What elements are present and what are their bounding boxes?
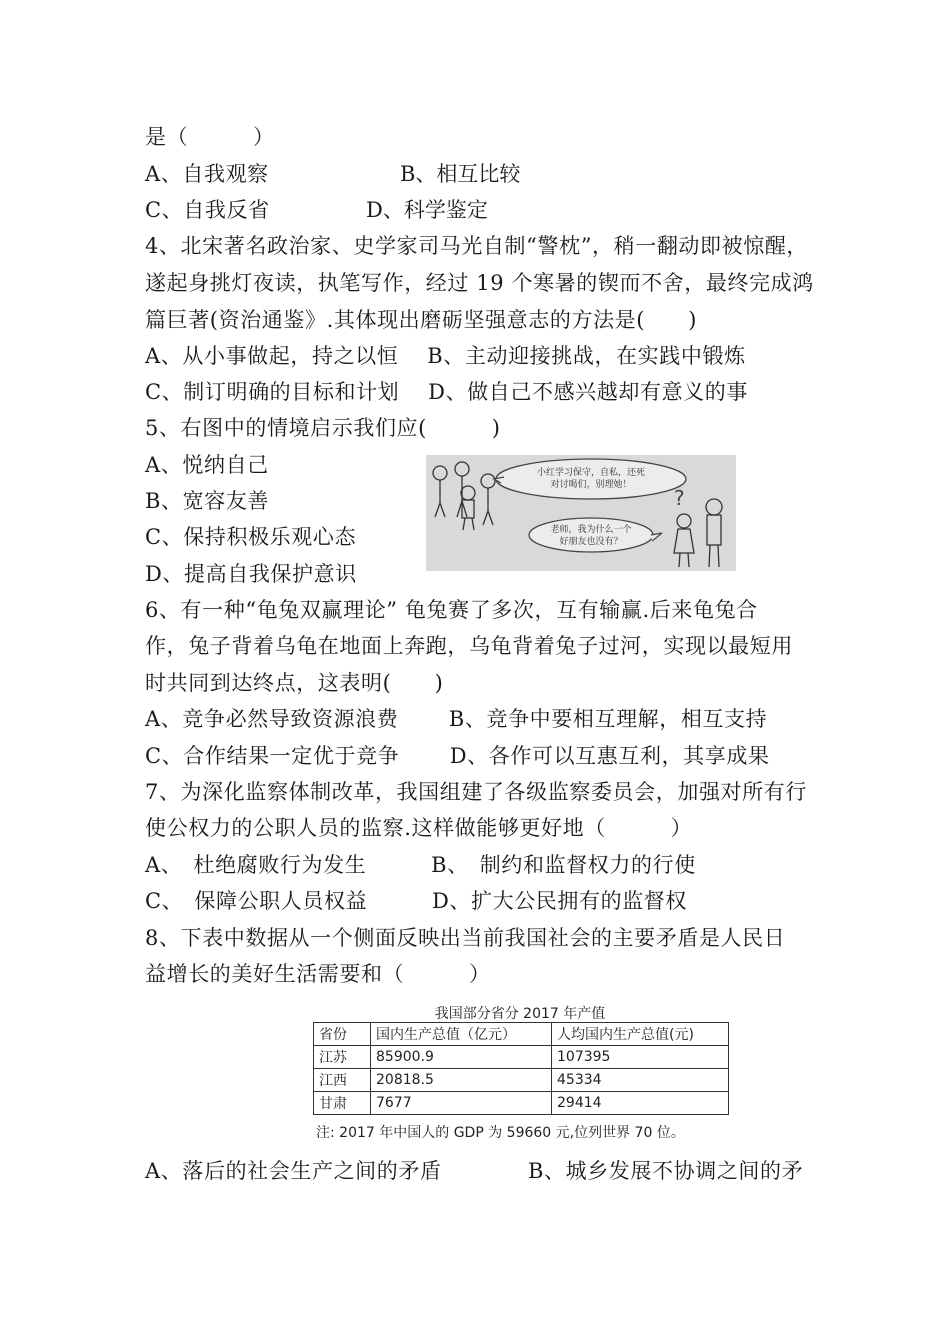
q8-options-ab: A、落后的社会生产之间的矛盾 B、城乡发展不协调之间的矛 <box>145 1159 804 1183</box>
cartoon-bubble-top-line-1: 小红学习保守，自私，还死 <box>536 468 646 478</box>
table-cell: 20818.5 <box>371 1069 552 1092</box>
table-note: 注: 2017 年中国人的 GDP 为 59660 元,位列世界 70 位。 <box>316 1125 685 1141</box>
table-cell: 江苏 <box>314 1046 371 1069</box>
q8-stem-line-1: 8、下表中数据从一个侧面反映出当前我国社会的主要矛盾是人民日 <box>145 926 786 950</box>
gdp-table <box>313 1022 729 1115</box>
table-cell: 7677 <box>371 1092 552 1115</box>
q6-stem-line-1: 6、有一种“龟兔双赢理论” 龟兔赛了多次，互有输赢.后来龟兔合 <box>145 598 758 622</box>
q7-stem-line-1: 7、为深化监察体制改革，我国组建了各级监察委员会，加强对所有行 <box>145 780 807 804</box>
q7-stem-line-2: 使公权力的公职人员的监察.这样做能够更好地（ ） <box>145 816 693 840</box>
q6-options-ab: A、竞争必然导致资源浪费 B、竞争中要相互理解，相互支持 <box>145 707 768 731</box>
table-row <box>314 1069 729 1092</box>
table-cell: 甘肃 <box>314 1092 371 1115</box>
table-cell: 江西 <box>314 1069 371 1092</box>
q4-options-ab: A、从小事做起，持之以恒 B、主动迎接挑战，在实践中锻炼 <box>145 344 746 368</box>
q3-option-b: B、相互比较 <box>400 162 521 186</box>
q6-stem-line-2: 作，兔子背着乌龟在地面上奔跑，乌龟背着兔子过河，实现以最短用 <box>145 634 793 658</box>
q3-option-c: C、自我反省 <box>145 198 270 222</box>
q5-stem: 5、右图中的情境启示我们应( ) <box>145 416 501 440</box>
q3-option-a: A、自我观察 <box>145 162 269 186</box>
cartoon-illustration <box>426 455 736 571</box>
table-cell: 45334 <box>552 1069 729 1092</box>
table-header-gdp: 国内生产总值（亿元） <box>371 1023 552 1046</box>
cartoon-question-mark: ? <box>674 486 685 510</box>
q6-options-cd: C、合作结果一定优于竞争 D、各作可以互惠互利，其享成果 <box>145 744 770 768</box>
q3-option-d: D、科学鉴定 <box>366 198 488 222</box>
table-row <box>314 1046 729 1069</box>
table-cell: 29414 <box>552 1092 729 1115</box>
q3-stem-end: 是（ ） <box>145 125 275 149</box>
q4-stem-line-1: 4、北宋著名政治家、史学家司马光自制“警枕”，稍一翻动即被惊醒， <box>145 234 809 258</box>
q4-options-cd: C、制订明确的目标和计划 D、做自己不感兴越却有意义的事 <box>145 380 748 404</box>
table-header-row <box>314 1023 729 1046</box>
q4-stem-line-2: 遂起身挑灯夜读，执笔写作，经过 19 个寒暑的锲而不舍，最终完成鸿 <box>145 271 814 295</box>
q5-option-c: C、保持积极乐观心态 <box>145 525 357 549</box>
q8-stem-line-2: 益增长的美好生活需要和（ ） <box>145 962 491 986</box>
table-row <box>314 1092 729 1115</box>
table-header-province: 省份 <box>314 1023 371 1046</box>
q5-option-d: D、提高自我保护意识 <box>145 562 357 586</box>
table-caption: 我国部分省分 2017 年产值 <box>434 1006 606 1022</box>
q7-options-cd: C、 保障公职人员权益 D、扩大公民拥有的监督权 <box>145 889 688 913</box>
table-cell: 85900.9 <box>371 1046 552 1069</box>
cartoon-drawing <box>426 455 736 571</box>
q4-stem-line-3: 篇巨著(资治通鉴》.其体现出磨砺坚强意志的方法是( ) <box>145 308 698 332</box>
q5-option-b: B、宽容友善 <box>145 489 270 513</box>
table-header-gdp-per-capita: 人均国内生产总值(元) <box>552 1023 729 1046</box>
q6-stem-line-3: 时共同到达终点，这表明( ) <box>145 671 444 695</box>
q7-options-ab: A、 杜绝腐败行为发生 B、 制约和监督权力的行使 <box>145 853 696 877</box>
cartoon-bubble-top-line-2: 对讨喝们，别理她！ <box>550 480 632 490</box>
cartoon-bubble-bottom-line-2: 好朋友也没有？ <box>559 537 623 547</box>
cartoon-bubble-bottom-line-1: 老师，我为什么一个 <box>550 525 632 535</box>
table-cell: 107395 <box>552 1046 729 1069</box>
q5-option-a: A、悦纳自己 <box>145 453 269 477</box>
